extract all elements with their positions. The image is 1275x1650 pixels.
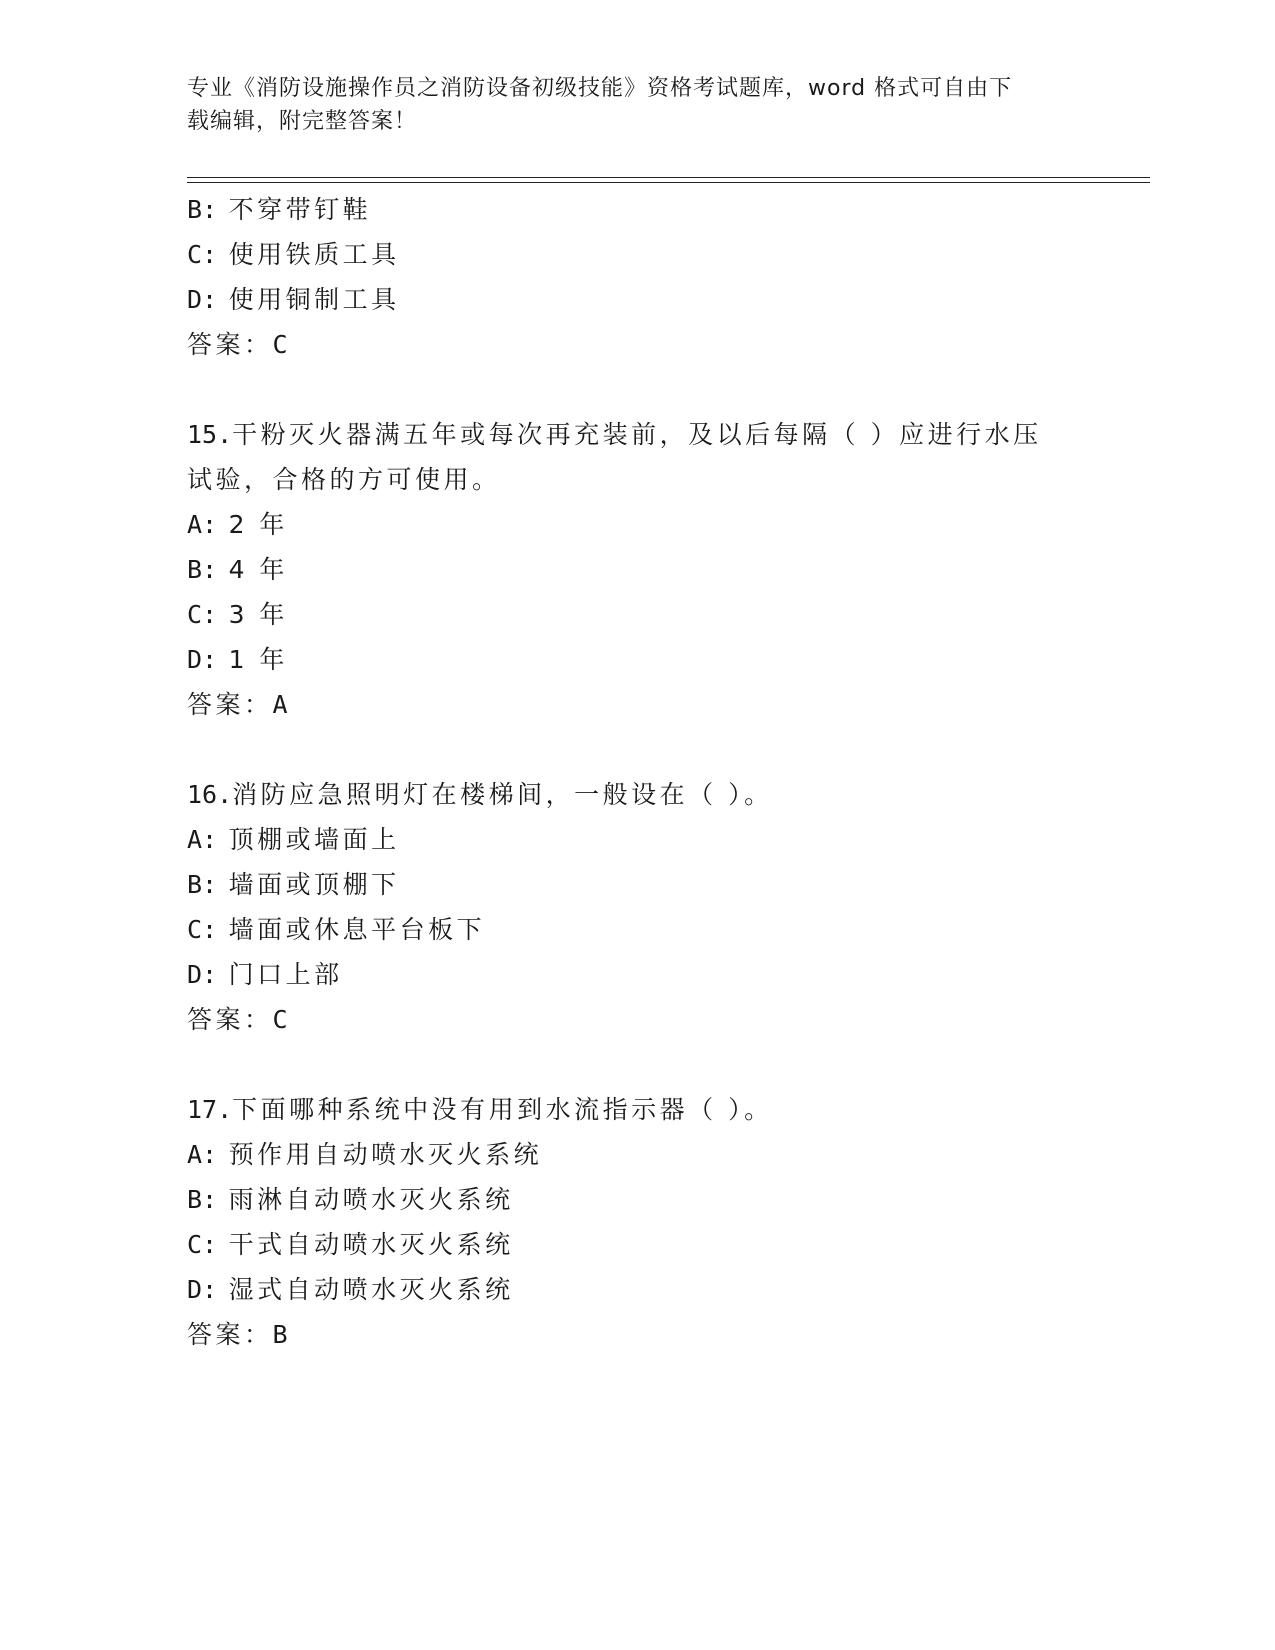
option-letter: A: [187, 510, 218, 539]
answer-label: 答案： [187, 1320, 273, 1349]
option-text: 4 年 [228, 555, 288, 584]
answer-value: B [272, 1320, 288, 1349]
option-row [187, 1230, 514, 1260]
answer-value: C [272, 1005, 288, 1034]
option-text: 雨淋自动喷水灭火系统 [228, 1185, 514, 1214]
option-letter: B: [187, 1185, 218, 1214]
question-text [187, 420, 1042, 450]
answer-row [187, 1005, 288, 1035]
option-letter: C: [187, 600, 218, 629]
option-text: 湿式自动喷水灭火系统 [228, 1275, 514, 1304]
option-row [187, 825, 400, 855]
answer-value: C [272, 330, 288, 359]
option-row [187, 510, 288, 540]
option-text: 墙面或顶棚下 [228, 870, 400, 899]
option-letter: D: [187, 960, 218, 989]
option-letter: B: [187, 870, 218, 899]
question-number: 17. [187, 1095, 233, 1124]
option-letter: B: [187, 555, 218, 584]
option-row [187, 1275, 514, 1305]
option-row [187, 960, 343, 990]
option-letter: A: [187, 825, 218, 854]
option-letter: D: [187, 645, 218, 674]
header-divider-top [187, 177, 1150, 178]
answer-value: A [272, 690, 288, 719]
answer-row [187, 690, 288, 720]
option-row [187, 555, 288, 585]
option-letter: B: [187, 195, 218, 224]
answer-label: 答案： [187, 330, 273, 359]
option-row [187, 1140, 542, 1170]
answer-label: 答案： [187, 1005, 273, 1034]
option-text: 3 年 [228, 600, 288, 629]
header-line-1: 专业《消防设施操作员之消防设备初级技能》资格考试题库，word 格式可自由下 [187, 76, 1013, 101]
option-row [187, 240, 400, 270]
option-row [187, 1185, 514, 1215]
option-text: 干式自动喷水灭火系统 [228, 1230, 514, 1259]
header-divider-bottom [187, 182, 1150, 183]
option-row [187, 870, 400, 900]
option-text: 预作用自动喷水灭火系统 [228, 1140, 543, 1169]
question-text-line-2: 试验，合格的方可使用。 [187, 465, 501, 494]
option-text: 顶棚或墙面上 [228, 825, 400, 854]
answer-row [187, 330, 288, 360]
question-text-continued [187, 465, 501, 495]
option-letter: C: [187, 915, 218, 944]
option-row [187, 600, 288, 630]
option-text: 使用铁质工具 [228, 240, 400, 269]
question-text-line-1: 干粉灭火器满五年或每次再充装前，及以后每隔（ ）应进行水压 [232, 420, 1042, 449]
question-text [187, 780, 773, 810]
option-text: 门口上部 [228, 960, 343, 989]
question-text [187, 1095, 773, 1125]
option-letter: D: [187, 1275, 218, 1304]
option-text: 2 年 [228, 510, 288, 539]
option-letter: A: [187, 1140, 218, 1169]
option-letter: D: [187, 285, 218, 314]
option-text: 不穿带钉鞋 [228, 195, 372, 224]
option-row [187, 285, 400, 315]
question-text-line-1: 下面哪种系统中没有用到水流指示器（ ）。 [232, 1095, 773, 1124]
option-row [187, 195, 371, 225]
header-line-2: 载编辑，附完整答案！ [187, 109, 418, 134]
answer-row [187, 1320, 288, 1350]
question-number: 16. [187, 780, 233, 809]
option-row [187, 915, 485, 945]
question-number: 15. [187, 420, 233, 449]
document-header [187, 72, 1067, 138]
option-row [187, 645, 288, 675]
option-text: 墙面或休息平台板下 [228, 915, 486, 944]
option-letter: C: [187, 240, 218, 269]
question-text-line-1: 消防应急照明灯在楼梯间，一般设在（ ）。 [232, 780, 773, 809]
option-text: 1 年 [228, 645, 288, 674]
answer-label: 答案： [187, 690, 273, 719]
option-text: 使用铜制工具 [228, 285, 400, 314]
option-letter: C: [187, 1230, 218, 1259]
